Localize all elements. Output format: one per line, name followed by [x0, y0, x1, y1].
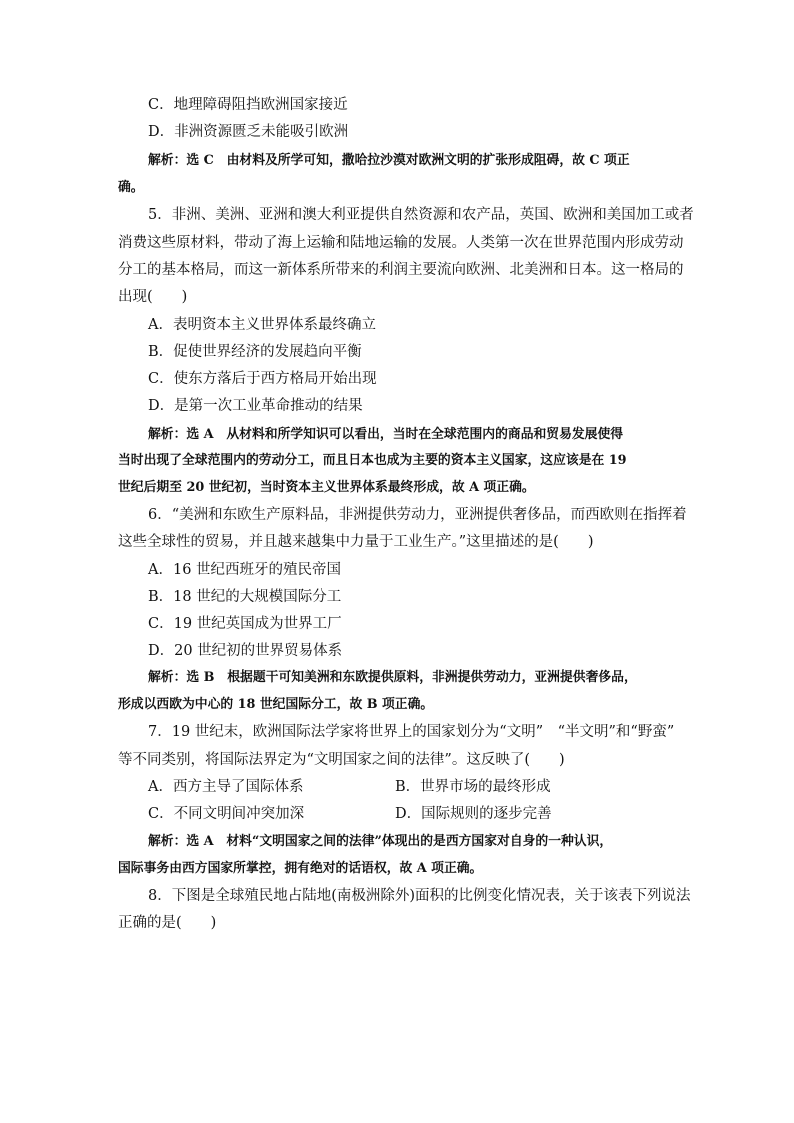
q5-stem-line3: 分工的基本格局，而这一新体系所带来的利润主要流向欧洲、北美洲和日本。这一格局的: [118, 262, 684, 278]
q8-stem-line1: 8．下图是全球殖民地占陆地(南极洲除外)面积的比例变化情况表，关于该表下列说法: [148, 888, 691, 904]
q7-option-b: B．世界市场的最终形成: [395, 779, 551, 795]
q7-option-c: C．不同文明间冲突加深: [148, 806, 305, 822]
q6-stem-line2: 这些全球性的贸易，并且越来越集中力量于工业生产。”这里描述的是( ): [118, 534, 594, 550]
q5-stem-line2: 消费这些原材料，带动了海上运输和陆地运输的发展。人类第一次在世界范围内形成劳动: [118, 235, 684, 251]
q5-option-d: D．是第一次工业革命推动的结果: [148, 398, 363, 414]
q6-option-d: D．20 世纪初的世界贸易体系: [148, 643, 343, 659]
q7-analysis-line2: 国际事务由西方国家所掌控，拥有绝对的话语权，故 A 项正确。: [118, 861, 483, 876]
q4-option-c: C．地理障碍阻挡欧洲国家接近: [148, 97, 348, 113]
q5-option-c: C．使东方落后于西方格局开始出现: [148, 371, 377, 387]
q4-analysis-line1: 解析：选 C 由材料及所学可知，撒哈拉沙漠对欧洲文明的扩张形成阻碍，故 C 项正: [148, 153, 630, 168]
q8-stem-line2: 正确的是( ): [118, 915, 217, 931]
q6-option-b: B．18 世纪的大规模国际分工: [148, 589, 342, 605]
q4-option-d: D．非洲资源匮乏未能吸引欧洲: [148, 124, 349, 140]
q6-analysis-line2: 形成以西欧为中心的 18 世纪国际分工，故 B 项正确。: [118, 697, 434, 712]
q5-stem-line1: 5．非洲、美洲、亚洲和澳大利亚提供自然资源和农产品，英国、欧洲和美国加工或者: [148, 207, 694, 223]
q7-stem-line1: 7．19 世纪末，欧洲国际法学家将世界上的国家划分为“文明” “半文明”和“野蛮”: [148, 724, 675, 740]
q7-analysis-line1: 解析：选 A 材料“文明国家之间的法律”体现出的是西方国家对自身的一种认识，: [148, 834, 613, 849]
q5-stem-line4: 出现( ): [118, 289, 188, 305]
q7-stem-line2: 等不同类别，将国际法界定为“文明国家之间的法律”。这反映了( ): [118, 752, 565, 768]
q6-option-c: C．19 世纪英国成为世界工厂: [148, 616, 342, 632]
q5-option-b: B．促使世界经济的发展趋向平衡: [148, 344, 362, 360]
q6-stem-line1: 6．“美洲和东欧生产原料品，非洲提供劳动力，亚洲提供奢侈品，而西欧则在指挥着: [148, 507, 687, 523]
q6-option-a: A．16 世纪西班牙的殖民帝国: [148, 562, 342, 578]
q5-analysis-line2: 当时出现了全球范围内的劳动分工，而且日本也成为主要的资本主义国家，这应该是在 19: [118, 453, 627, 468]
q6-analysis-line1: 解析：选 B 根据题干可知美洲和东欧提供原料，非洲提供劳动力，亚洲提供奢侈品，: [148, 670, 637, 685]
q7-option-a: A．西方主导了国际体系: [148, 779, 304, 795]
q5-analysis-line1: 解析：选 A 从材料和所学知识可以看出，当时在全球范围内的商品和贸易发展使得: [148, 427, 624, 442]
q5-option-a: A．表明资本主义世界体系最终确立: [148, 317, 376, 333]
q5-analysis-line3: 世纪后期至 20 世纪初，当时资本主义世界体系最终形成，故 A 项正确。: [118, 480, 535, 495]
q7-option-d: D．国际规则的逐步完善: [395, 806, 552, 822]
q4-analysis-line2: 确。: [118, 180, 144, 195]
